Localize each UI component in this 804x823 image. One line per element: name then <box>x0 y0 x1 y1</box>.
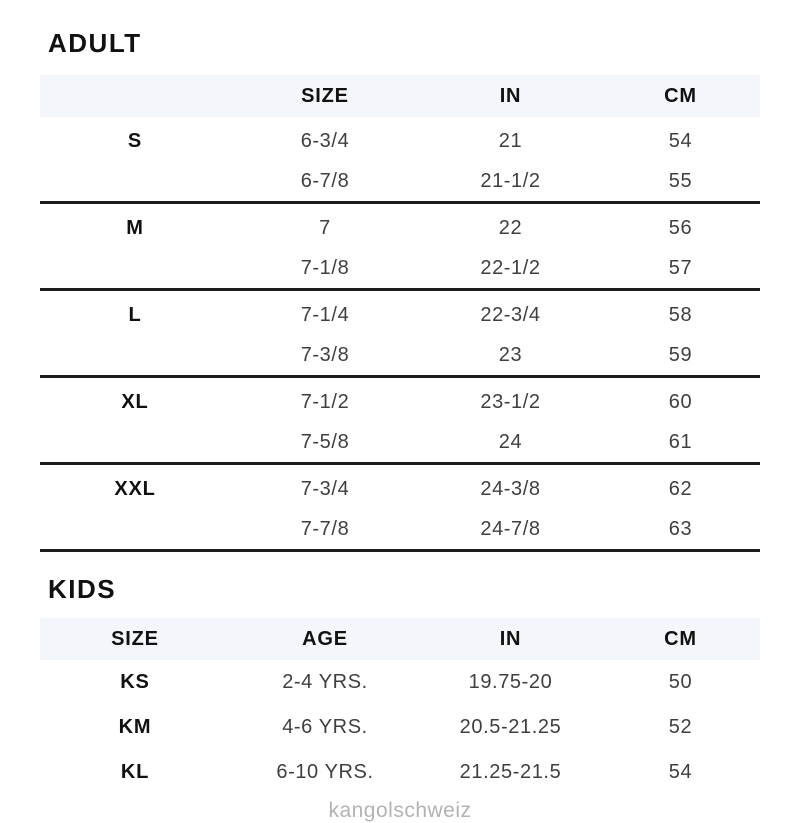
cell-cm: 59 <box>668 343 693 366</box>
table-row <box>40 121 760 161</box>
adult-group-m <box>40 204 760 291</box>
cell-cm: 57 <box>668 256 693 279</box>
table-row <box>40 660 760 705</box>
cell-cm: 56 <box>668 216 693 239</box>
adult-group-xl <box>40 378 760 465</box>
table-row <box>40 382 760 422</box>
table-row <box>40 705 760 750</box>
cell-cm: 52 <box>668 716 693 738</box>
kids-section-title: KIDS <box>48 574 117 604</box>
cell-in: 20.5-21.25 <box>459 716 562 738</box>
kids-size-table <box>40 618 760 795</box>
cell-cm: 54 <box>668 129 693 152</box>
cell-cm: 60 <box>668 390 693 413</box>
row-label: S <box>127 129 143 152</box>
cell-cm: 63 <box>668 517 693 540</box>
kids-header-cm: CM <box>664 627 697 650</box>
table-row <box>40 161 760 201</box>
cell-size: 7-7/8 <box>300 517 350 540</box>
cell-cm: 61 <box>668 430 693 453</box>
kids-header-size: SIZE <box>111 627 159 650</box>
cell-in: 24 <box>498 430 523 453</box>
cell-size: 7-3/8 <box>300 343 350 366</box>
cell-age: 4-6 YRS. <box>282 716 368 738</box>
cell-size: 6-3/4 <box>300 129 350 152</box>
cell-size: 7-1/2 <box>300 390 350 413</box>
table-row <box>40 469 760 509</box>
cell-in: 23 <box>498 343 523 366</box>
cell-in: 19.75-20 <box>468 671 553 693</box>
cell-cm: 54 <box>668 761 693 783</box>
row-label: KS <box>120 671 150 693</box>
cell-age: 2-4 YRS. <box>282 671 368 693</box>
table-row <box>40 295 760 335</box>
cell-in: 24-3/8 <box>480 477 541 500</box>
row-label: M <box>126 216 144 239</box>
cell-age: 6-10 YRS. <box>276 761 374 783</box>
cell-in: 21.25-21.5 <box>459 761 562 783</box>
cell-in: 22-1/2 <box>480 256 541 279</box>
table-row <box>40 208 760 248</box>
kids-header-age: AGE <box>302 627 348 650</box>
adult-group-xxl <box>40 465 760 552</box>
row-label: XL <box>121 390 149 413</box>
cell-in: 22 <box>498 216 523 239</box>
cell-in: 23-1/2 <box>480 390 541 413</box>
table-row <box>40 750 760 795</box>
cell-cm: 58 <box>668 303 693 326</box>
cell-cm: 55 <box>668 169 693 192</box>
adult-section-title: ADULT <box>48 28 142 58</box>
table-row <box>40 509 760 549</box>
table-row <box>40 422 760 462</box>
kids-table-header-row <box>40 618 760 660</box>
cell-size: 7-5/8 <box>300 430 350 453</box>
cell-in: 22-3/4 <box>480 303 541 326</box>
cell-size: 7-1/4 <box>300 303 350 326</box>
cell-cm: 62 <box>668 477 693 500</box>
adult-size-table <box>40 75 760 552</box>
row-label: KM <box>118 716 152 738</box>
cell-size: 7-1/8 <box>300 256 350 279</box>
table-row <box>40 248 760 288</box>
row-label: XXL <box>114 477 156 500</box>
cell-size: 6-7/8 <box>300 169 350 192</box>
cell-in: 21-1/2 <box>480 169 541 192</box>
cell-in: 21 <box>498 129 523 152</box>
cell-in: 24-7/8 <box>480 517 541 540</box>
adult-header-cm: CM <box>664 84 697 107</box>
adult-group-s <box>40 117 760 204</box>
table-row <box>40 335 760 375</box>
adult-header-size: SIZE <box>301 84 349 107</box>
kids-header-in: IN <box>499 627 522 650</box>
adult-group-l <box>40 291 760 378</box>
adult-table-header-row <box>40 75 760 117</box>
row-label: L <box>128 303 142 326</box>
adult-header-in: IN <box>499 84 522 107</box>
row-label: KL <box>120 761 150 783</box>
watermark: kangolschweiz <box>328 799 472 822</box>
cell-size: 7-3/4 <box>300 477 350 500</box>
cell-cm: 50 <box>668 671 693 693</box>
cell-size: 7 <box>319 216 331 239</box>
